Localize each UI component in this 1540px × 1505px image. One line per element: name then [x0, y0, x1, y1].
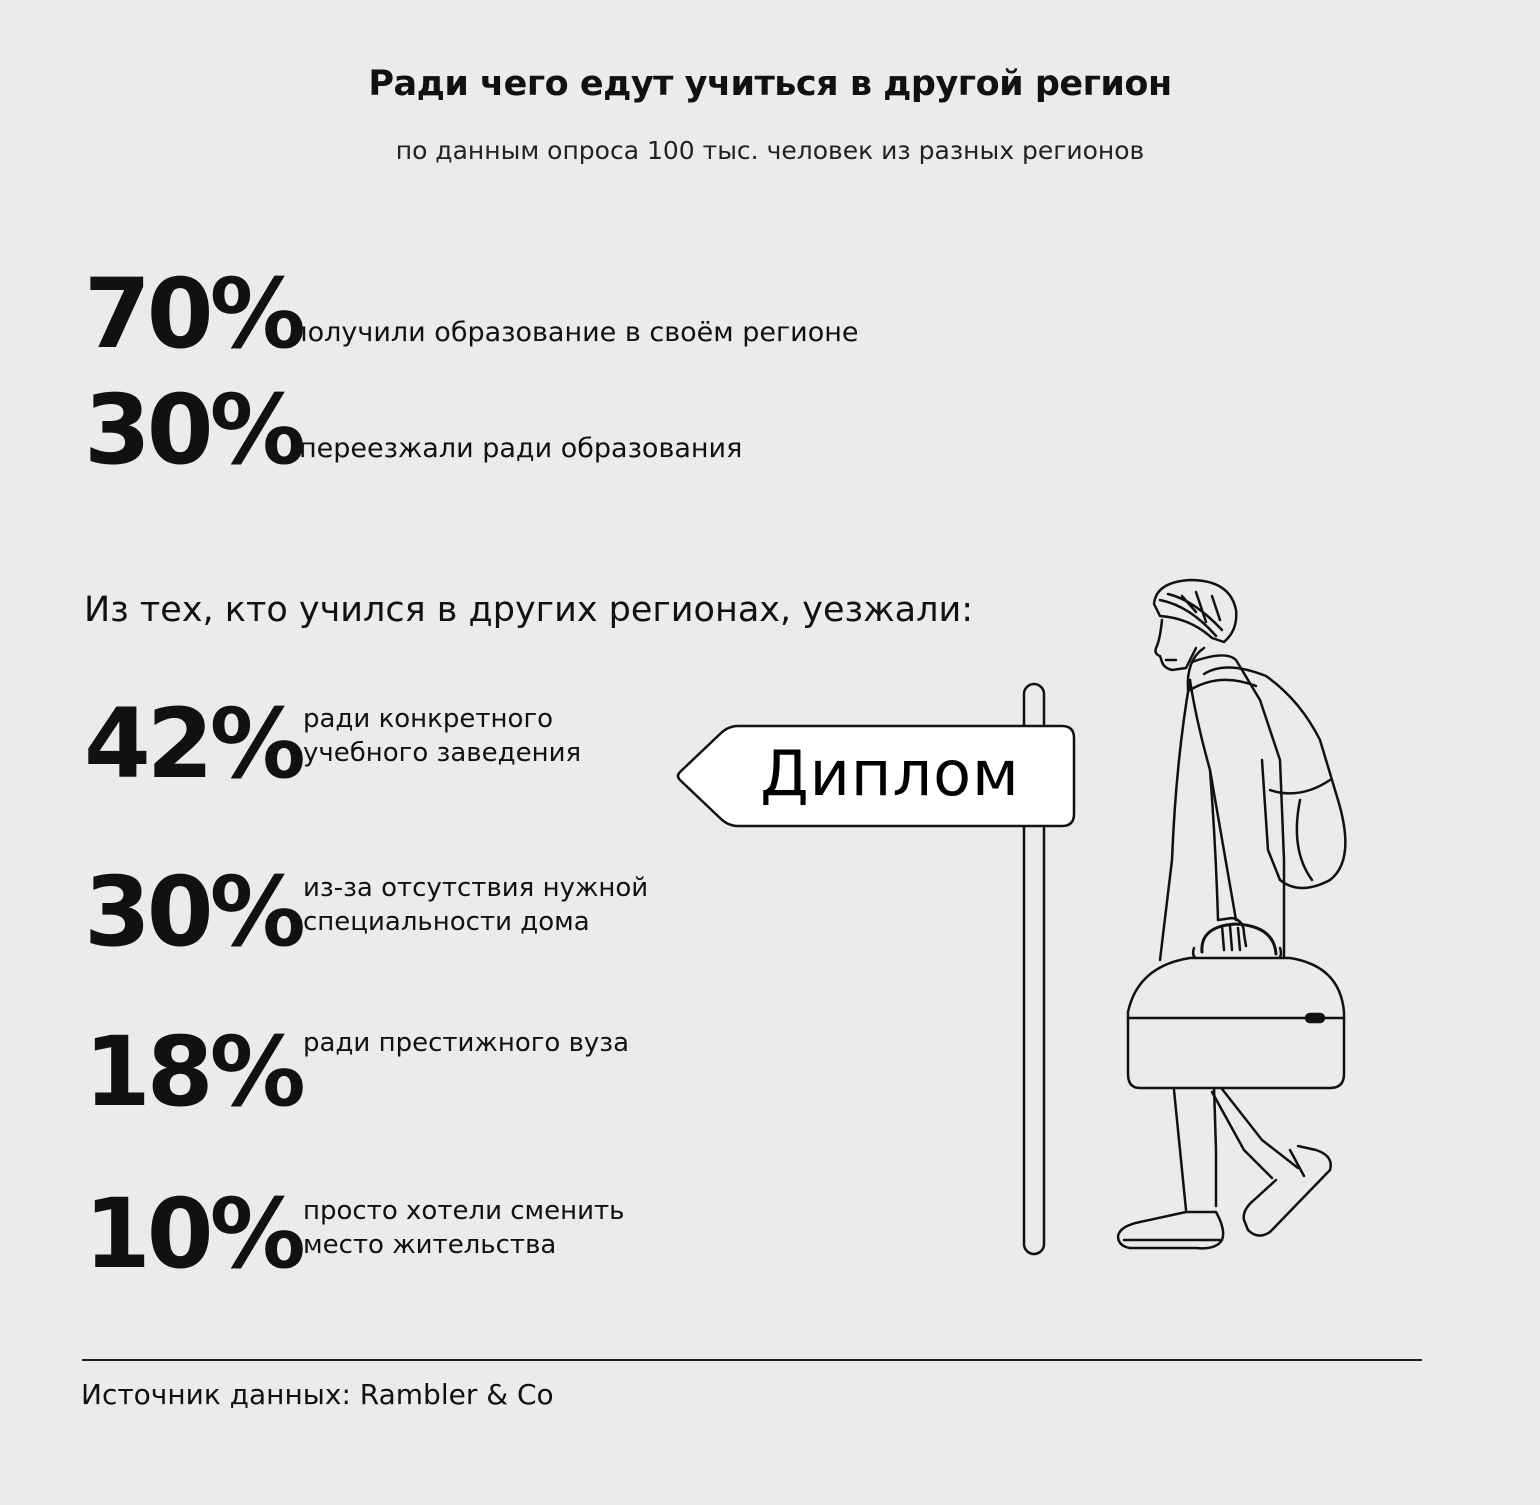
- reason-label-line: ради престижного вуза: [303, 1028, 630, 1058]
- reason-label-line: просто хотели сменить: [303, 1196, 625, 1226]
- student-figure: [1118, 580, 1345, 1248]
- reason-label-line: из-за отсутствия нужной: [303, 873, 649, 903]
- reason-value-change-residence: 10%: [84, 1178, 302, 1290]
- reason-value-specific-institution: 42%: [84, 688, 302, 800]
- page-subtitle: по данным опроса 100 тыс. человек из разных регионов: [395, 136, 1145, 165]
- source-note: Источник данных: Rambler & Co: [81, 1378, 554, 1411]
- reasons-heading: Из тех, кто учился в других регионах, уезжали:: [84, 590, 973, 630]
- reason-label-line: ради конкретного: [303, 704, 554, 734]
- reason-label-line: место жительства: [303, 1230, 557, 1260]
- reason-value-prestige: 18%: [84, 1016, 302, 1128]
- stat-value-moved: 30%: [84, 374, 302, 486]
- reason-label-line: учебного заведения: [303, 738, 582, 768]
- signpost-label: Диплом: [760, 737, 1020, 810]
- reason-label-line: специальности дома: [303, 907, 590, 937]
- footer-divider: [82, 1359, 1422, 1361]
- stat-value-home-region: 70%: [84, 258, 302, 370]
- stat-label-moved: переезжали ради образования: [299, 433, 743, 464]
- page-title: Ради чего едут учиться в другой регион: [368, 64, 1172, 104]
- stat-label-home-region: получили образование в своём регионе: [290, 317, 859, 348]
- reason-value-no-specialty: 30%: [84, 856, 302, 968]
